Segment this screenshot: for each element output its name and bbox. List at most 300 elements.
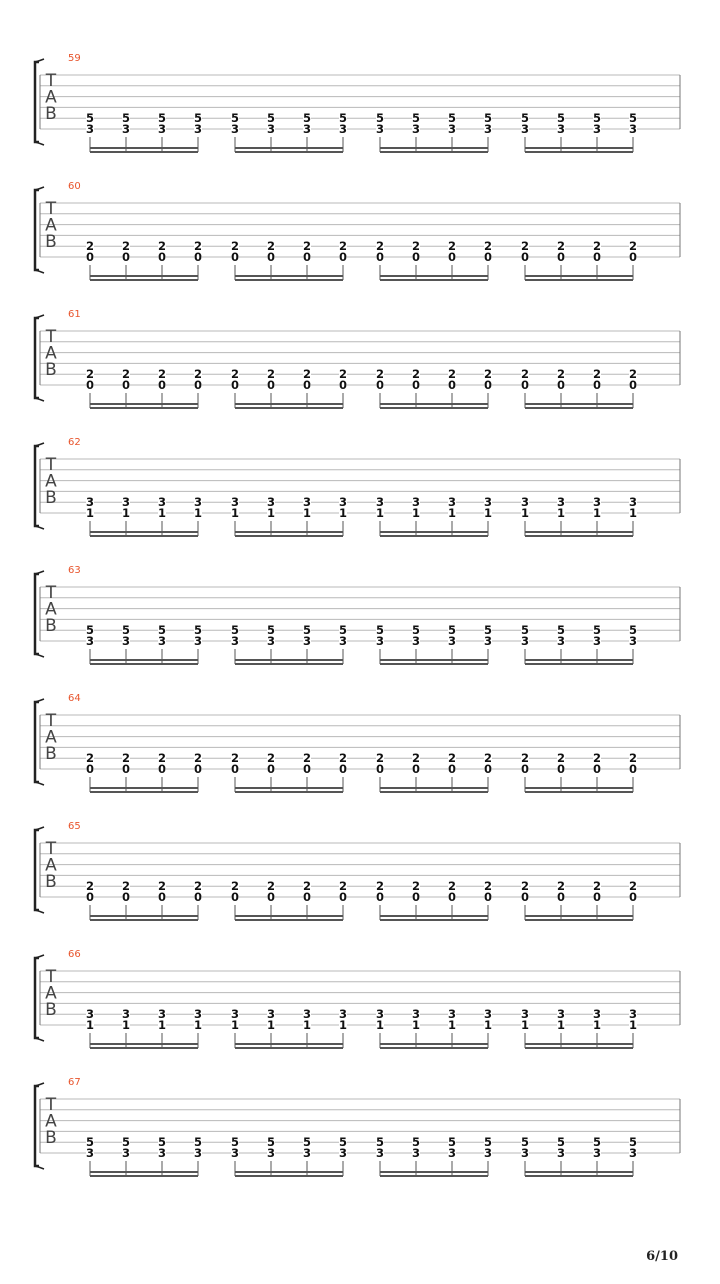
fret-number: 0 <box>447 378 457 392</box>
fret-number: 0 <box>411 890 421 904</box>
fret-number: 3 <box>483 495 493 510</box>
fret-number: 3 <box>193 122 203 136</box>
bracket-hook-bottom <box>35 910 44 913</box>
fret-number: 3 <box>592 634 602 648</box>
fret-number: 1 <box>520 506 530 520</box>
fret-number: 2 <box>302 751 312 766</box>
fret-number: 3 <box>121 495 131 510</box>
fret-number: 0 <box>592 762 602 776</box>
fret-number: 2 <box>411 751 421 766</box>
fret-number: 1 <box>266 506 276 520</box>
fret-number: 0 <box>85 378 95 392</box>
fret-number: 3 <box>157 1007 167 1022</box>
fret-number: 3 <box>411 495 421 510</box>
tab-clef-letter: A <box>45 87 57 108</box>
fret-number: 2 <box>628 879 638 894</box>
fret-number: 1 <box>85 506 95 520</box>
fret-number: 3 <box>338 634 348 648</box>
fret-number: 3 <box>447 495 457 510</box>
system-bracket <box>35 958 39 1038</box>
fret-number: 0 <box>338 250 348 264</box>
fret-number: 3 <box>85 1007 95 1022</box>
fret-number: 2 <box>85 751 95 766</box>
tab-clef-letter: A <box>45 215 57 236</box>
fret-number: 0 <box>447 250 457 264</box>
fret-number: 2 <box>520 239 530 254</box>
fret-number: 2 <box>556 239 566 254</box>
fret-number: 1 <box>121 506 131 520</box>
bracket-hook-bottom <box>35 654 44 657</box>
bracket-hook-top <box>35 955 44 958</box>
fret-number: 5 <box>193 1135 203 1150</box>
fret-number: 1 <box>483 506 493 520</box>
tab-clef-letter: B <box>45 104 57 124</box>
tab-clef-letter: T <box>45 711 57 731</box>
fret-number: 2 <box>411 879 421 894</box>
fret-number: 2 <box>338 751 348 766</box>
fret-number: 0 <box>592 378 602 392</box>
fret-number: 3 <box>121 1007 131 1022</box>
fret-number: 0 <box>266 378 276 392</box>
fret-number: 2 <box>628 367 638 382</box>
fret-number: 3 <box>628 1007 638 1022</box>
measure-number: 65 <box>68 821 81 832</box>
fret-number: 2 <box>338 879 348 894</box>
bracket-hook-bottom <box>35 782 44 785</box>
tab-clef-letter: A <box>45 1111 57 1132</box>
fret-number: 0 <box>85 762 95 776</box>
fret-number: 3 <box>193 1007 203 1022</box>
bracket-hook-bottom <box>35 398 44 401</box>
fret-number: 0 <box>121 250 131 264</box>
fret-number: 5 <box>447 623 457 638</box>
fret-number: 1 <box>556 506 566 520</box>
fret-number: 5 <box>266 111 276 126</box>
fret-number: 3 <box>628 122 638 136</box>
measure-number: 61 <box>68 309 81 320</box>
fret-number: 3 <box>447 1146 457 1160</box>
fret-number: 2 <box>302 879 312 894</box>
fret-number: 0 <box>483 890 493 904</box>
fret-number: 1 <box>447 1018 457 1032</box>
fret-number: 2 <box>121 751 131 766</box>
fret-number: 0 <box>230 890 240 904</box>
fret-number: 3 <box>302 122 312 136</box>
fret-number: 2 <box>520 751 530 766</box>
fret-number: 3 <box>193 634 203 648</box>
fret-number: 0 <box>556 762 566 776</box>
fret-number: 2 <box>592 239 602 254</box>
fret-number: 5 <box>411 623 421 638</box>
fret-number: 1 <box>375 1018 385 1032</box>
fret-number: 2 <box>85 879 95 894</box>
fret-number: 2 <box>193 367 203 382</box>
fret-number: 5 <box>157 1135 167 1150</box>
fret-number: 3 <box>121 122 131 136</box>
system-bracket <box>35 190 39 270</box>
fret-number: 5 <box>411 1135 421 1150</box>
fret-number: 5 <box>375 111 385 126</box>
fret-number: 3 <box>483 1146 493 1160</box>
fret-number: 1 <box>302 506 312 520</box>
bracket-hook-top <box>35 443 44 446</box>
fret-number: 0 <box>157 378 167 392</box>
fret-number: 0 <box>592 890 602 904</box>
fret-number: 3 <box>411 1146 421 1160</box>
fret-number: 3 <box>338 122 348 136</box>
fret-number: 3 <box>85 495 95 510</box>
measure-number: 62 <box>68 437 81 448</box>
fret-number: 0 <box>592 250 602 264</box>
fret-number: 5 <box>121 1135 131 1150</box>
fret-number: 1 <box>157 506 167 520</box>
fret-number: 1 <box>230 1018 240 1032</box>
fret-number: 2 <box>266 879 276 894</box>
system-bracket <box>35 574 39 654</box>
fret-number: 2 <box>157 751 167 766</box>
fret-number: 0 <box>157 250 167 264</box>
fret-number: 5 <box>556 623 566 638</box>
fret-number: 5 <box>556 1135 566 1150</box>
bracket-hook-bottom <box>35 270 44 273</box>
system-bracket <box>35 830 39 910</box>
fret-number: 5 <box>266 1135 276 1150</box>
fret-number: 3 <box>556 495 566 510</box>
fret-number: 5 <box>193 111 203 126</box>
tab-clef-letter: T <box>45 71 57 91</box>
system-bracket <box>35 446 39 526</box>
fret-number: 3 <box>302 495 312 510</box>
bracket-hook-top <box>35 315 44 318</box>
fret-number: 2 <box>628 239 638 254</box>
fret-number: 0 <box>520 250 530 264</box>
fret-number: 5 <box>592 1135 602 1150</box>
fret-number: 2 <box>157 879 167 894</box>
fret-number: 2 <box>302 367 312 382</box>
fret-number: 3 <box>411 1007 421 1022</box>
fret-number: 2 <box>266 239 276 254</box>
fret-number: 2 <box>338 367 348 382</box>
fret-number: 5 <box>447 1135 457 1150</box>
fret-number: 2 <box>375 367 385 382</box>
fret-number: 0 <box>520 762 530 776</box>
fret-number: 2 <box>230 751 240 766</box>
fret-number: 5 <box>302 1135 312 1150</box>
fret-number: 3 <box>85 634 95 648</box>
tab-clef-letter: A <box>45 727 57 748</box>
fret-number: 0 <box>447 890 457 904</box>
fret-number: 5 <box>266 623 276 638</box>
fret-number: 0 <box>302 378 312 392</box>
fret-number: 0 <box>230 762 240 776</box>
bracket-hook-top <box>35 59 44 62</box>
fret-number: 3 <box>375 122 385 136</box>
fret-number: 0 <box>375 762 385 776</box>
fret-number: 2 <box>447 879 457 894</box>
fret-number: 3 <box>592 122 602 136</box>
fret-number: 1 <box>628 506 638 520</box>
fret-number: 3 <box>411 634 421 648</box>
fret-number: 2 <box>85 367 95 382</box>
fret-number: 0 <box>230 250 240 264</box>
tab-clef-letter: T <box>45 327 57 347</box>
fret-number: 3 <box>556 1146 566 1160</box>
fret-number: 5 <box>157 111 167 126</box>
fret-number: 2 <box>483 879 493 894</box>
fret-number: 1 <box>411 1018 421 1032</box>
fret-number: 2 <box>447 751 457 766</box>
fret-number: 3 <box>592 1146 602 1160</box>
fret-number: 2 <box>483 367 493 382</box>
bracket-hook-top <box>35 699 44 702</box>
fret-number: 3 <box>338 495 348 510</box>
fret-number: 2 <box>121 367 131 382</box>
tab-clef-letter: A <box>45 855 57 876</box>
fret-number: 3 <box>85 1146 95 1160</box>
fret-number: 3 <box>447 1007 457 1022</box>
fret-number: 2 <box>411 239 421 254</box>
fret-number: 3 <box>302 1146 312 1160</box>
fret-number: 3 <box>375 1007 385 1022</box>
fret-number: 2 <box>375 239 385 254</box>
system-bracket <box>35 1086 39 1166</box>
fret-number: 0 <box>266 250 276 264</box>
fret-number: 3 <box>302 1007 312 1022</box>
fret-number: 5 <box>230 111 240 126</box>
fret-number: 3 <box>520 122 530 136</box>
fret-number: 2 <box>338 239 348 254</box>
system-bracket <box>35 318 39 398</box>
tab-clef-letter: T <box>45 1095 57 1115</box>
fret-number: 2 <box>592 751 602 766</box>
fret-number: 3 <box>121 1146 131 1160</box>
fret-number: 5 <box>230 1135 240 1150</box>
fret-number: 0 <box>556 250 566 264</box>
fret-number: 2 <box>556 751 566 766</box>
tab-clef-letter: B <box>45 488 57 508</box>
fret-number: 0 <box>556 378 566 392</box>
fret-number: 2 <box>85 239 95 254</box>
fret-number: 2 <box>230 367 240 382</box>
fret-number: 0 <box>447 762 457 776</box>
tab-clef-letter: A <box>45 983 57 1004</box>
fret-number: 1 <box>411 506 421 520</box>
fret-number: 3 <box>483 634 493 648</box>
fret-number: 0 <box>193 378 203 392</box>
tab-clef-letter: B <box>45 1128 57 1148</box>
fret-number: 5 <box>556 111 566 126</box>
fret-number: 5 <box>483 111 493 126</box>
fret-number: 1 <box>85 1018 95 1032</box>
fret-number: 0 <box>483 762 493 776</box>
fret-number: 1 <box>121 1018 131 1032</box>
fret-number: 3 <box>266 1146 276 1160</box>
fret-number: 5 <box>628 1135 638 1150</box>
fret-number: 3 <box>520 1007 530 1022</box>
fret-number: 5 <box>628 111 638 126</box>
fret-number: 2 <box>520 879 530 894</box>
bracket-hook-top <box>35 187 44 190</box>
fret-number: 2 <box>157 239 167 254</box>
fret-number: 5 <box>375 623 385 638</box>
fret-number: 3 <box>556 634 566 648</box>
fret-number: 2 <box>230 879 240 894</box>
tab-clef-letter: T <box>45 839 57 859</box>
fret-number: 5 <box>592 623 602 638</box>
fret-number: 1 <box>628 1018 638 1032</box>
fret-number: 1 <box>483 1018 493 1032</box>
fret-number: 1 <box>157 1018 167 1032</box>
fret-number: 0 <box>121 890 131 904</box>
fret-number: 2 <box>520 367 530 382</box>
bracket-hook-top <box>35 571 44 574</box>
fret-number: 2 <box>266 367 276 382</box>
fret-number: 5 <box>302 623 312 638</box>
fret-number: 3 <box>193 495 203 510</box>
tab-clef-letter: B <box>45 616 57 636</box>
measure-number: 59 <box>68 53 81 64</box>
fret-number: 2 <box>193 879 203 894</box>
fret-number: 1 <box>375 506 385 520</box>
fret-number: 5 <box>121 623 131 638</box>
fret-number: 0 <box>193 762 203 776</box>
fret-number: 0 <box>338 762 348 776</box>
fret-number: 3 <box>302 634 312 648</box>
fret-number: 2 <box>628 751 638 766</box>
fret-number: 0 <box>302 250 312 264</box>
fret-number: 0 <box>266 890 276 904</box>
fret-number: 2 <box>266 751 276 766</box>
fret-number: 5 <box>85 623 95 638</box>
fret-number: 0 <box>628 890 638 904</box>
fret-number: 2 <box>447 239 457 254</box>
fret-number: 0 <box>375 250 385 264</box>
fret-number: 5 <box>628 623 638 638</box>
measure-number: 60 <box>68 181 81 192</box>
fret-number: 2 <box>592 367 602 382</box>
fret-number: 2 <box>483 751 493 766</box>
fret-number: 2 <box>556 879 566 894</box>
fret-number: 0 <box>121 762 131 776</box>
tab-clef-letter: B <box>45 744 57 764</box>
fret-number: 3 <box>375 1146 385 1160</box>
fret-number: 5 <box>338 111 348 126</box>
fret-number: 3 <box>157 495 167 510</box>
fret-number: 5 <box>193 623 203 638</box>
fret-number: 5 <box>338 1135 348 1150</box>
fret-number: 5 <box>483 1135 493 1150</box>
fret-number: 0 <box>230 378 240 392</box>
fret-number: 2 <box>556 367 566 382</box>
fret-number: 2 <box>157 367 167 382</box>
fret-number: 3 <box>592 1007 602 1022</box>
fret-number: 3 <box>556 1007 566 1022</box>
fret-number: 2 <box>592 879 602 894</box>
fret-number: 0 <box>556 890 566 904</box>
fret-number: 3 <box>483 1007 493 1022</box>
fret-number: 0 <box>338 890 348 904</box>
fret-number: 2 <box>302 239 312 254</box>
fret-number: 2 <box>121 239 131 254</box>
fret-number: 3 <box>447 634 457 648</box>
fret-number: 0 <box>302 890 312 904</box>
tab-clef-letter: T <box>45 199 57 219</box>
page-number: 6/10 <box>646 1249 678 1264</box>
fret-number: 1 <box>338 1018 348 1032</box>
fret-number: 0 <box>266 762 276 776</box>
fret-number: 0 <box>411 762 421 776</box>
fret-number: 3 <box>121 634 131 648</box>
fret-number: 3 <box>230 1146 240 1160</box>
fret-number: 3 <box>520 1146 530 1160</box>
fret-number: 5 <box>520 1135 530 1150</box>
fret-number: 2 <box>411 367 421 382</box>
fret-number: 3 <box>520 634 530 648</box>
fret-number: 0 <box>628 378 638 392</box>
bracket-hook-bottom <box>35 1038 44 1041</box>
fret-number: 2 <box>193 751 203 766</box>
fret-number: 0 <box>157 890 167 904</box>
fret-number: 3 <box>375 634 385 648</box>
fret-number: 0 <box>157 762 167 776</box>
tab-clef-letter: B <box>45 872 57 892</box>
fret-number: 1 <box>266 1018 276 1032</box>
bracket-hook-top <box>35 827 44 830</box>
fret-number: 5 <box>230 623 240 638</box>
tab-clef-letter: A <box>45 343 57 364</box>
fret-number: 1 <box>230 506 240 520</box>
fret-number: 3 <box>520 495 530 510</box>
fret-number: 3 <box>628 495 638 510</box>
fret-number: 1 <box>556 1018 566 1032</box>
fret-number: 5 <box>85 1135 95 1150</box>
tab-clef-letter: T <box>45 967 57 987</box>
fret-number: 3 <box>266 1007 276 1022</box>
fret-number: 3 <box>193 1146 203 1160</box>
fret-number: 2 <box>375 751 385 766</box>
system-bracket <box>35 62 39 142</box>
fret-number: 3 <box>628 1146 638 1160</box>
measure-number: 64 <box>68 693 81 704</box>
fret-number: 5 <box>520 623 530 638</box>
fret-number: 5 <box>302 111 312 126</box>
fret-number: 1 <box>592 506 602 520</box>
bracket-hook-bottom <box>35 1166 44 1169</box>
fret-number: 1 <box>520 1018 530 1032</box>
fret-number: 1 <box>338 506 348 520</box>
fret-number: 0 <box>85 250 95 264</box>
tab-clef-letter: A <box>45 471 57 492</box>
tab-clef-letter: B <box>45 360 57 380</box>
fret-number: 2 <box>193 239 203 254</box>
fret-number: 3 <box>266 122 276 136</box>
fret-number: 2 <box>447 367 457 382</box>
tab-clef-letter: T <box>45 583 57 603</box>
fret-number: 5 <box>483 623 493 638</box>
fret-number: 0 <box>375 378 385 392</box>
fret-number: 5 <box>447 111 457 126</box>
fret-number: 1 <box>447 506 457 520</box>
measure-number: 63 <box>68 565 81 576</box>
fret-number: 3 <box>556 122 566 136</box>
fret-number: 3 <box>230 495 240 510</box>
tab-clef-letter: A <box>45 599 57 620</box>
fret-number: 5 <box>520 111 530 126</box>
fret-number: 0 <box>520 378 530 392</box>
fret-number: 3 <box>157 122 167 136</box>
fret-number: 3 <box>411 122 421 136</box>
fret-number: 3 <box>266 634 276 648</box>
